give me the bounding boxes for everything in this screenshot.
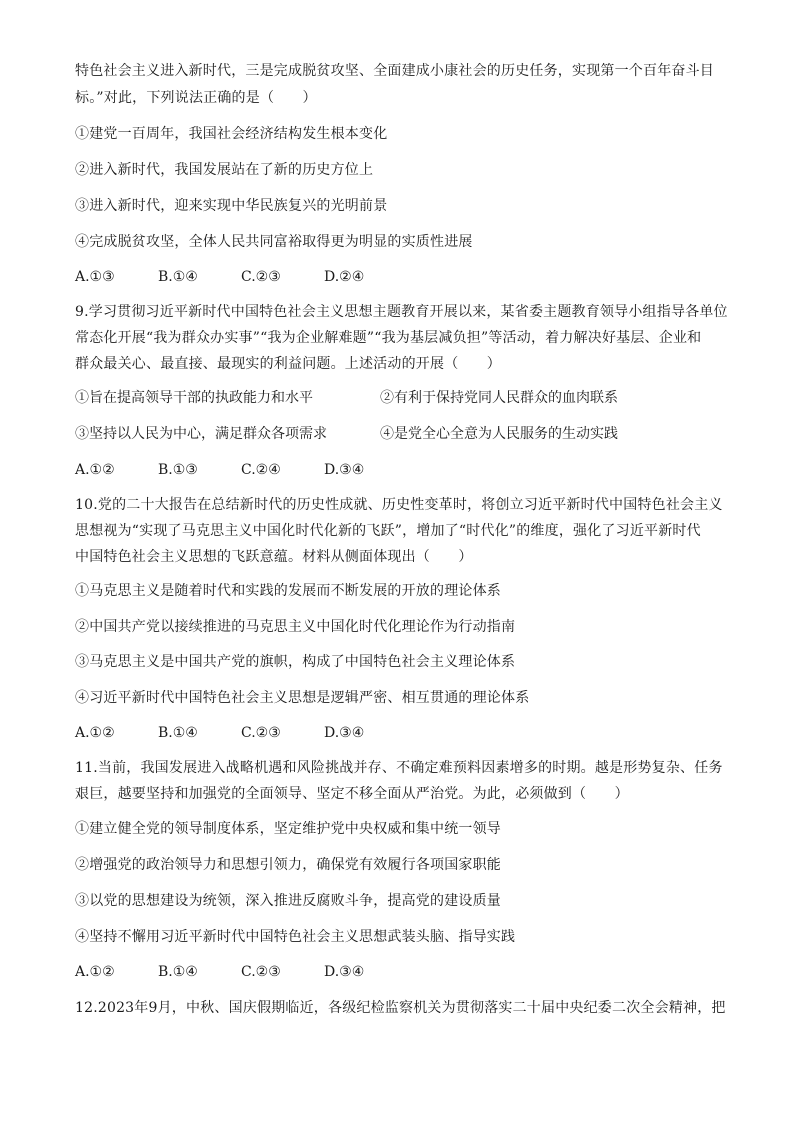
q10-choice-c: C.②③ (241, 725, 281, 741)
q8-stem-line-2: 标。”对此，下列说法正确的是（ ） (75, 90, 317, 106)
q9-choice-c: C.②④ (241, 462, 281, 478)
q11-stem-line-2: 艰巨，越要坚持和加强党的全面领导、坚定不移全面从严治党。为此，必须做到（ ） (75, 786, 629, 802)
q11-choice-b: B.①④ (158, 964, 198, 980)
q8-choice-b: B.①④ (158, 269, 198, 285)
q10-option-4: ④习近平新时代中国特色社会主义思想是逻辑严密、相互贯通的理论体系 (75, 690, 530, 706)
q8-stem-line-1: 特色社会主义进入新时代，三是完成脱贫攻坚、全面建成小康社会的历史任务，实现第一个百年奋斗目 (75, 63, 714, 79)
q10-choice-b: B.①④ (158, 725, 198, 741)
q9-choice-d: D.③④ (324, 462, 365, 478)
q10-choice-a: A.①② (75, 725, 115, 741)
q9-option-1: ①旨在提高领导干部的执政能力和水平 (75, 390, 313, 406)
q11-choice-c: C.②③ (241, 964, 281, 980)
q9-choice-a: A.①② (75, 462, 115, 478)
q10-stem-line-1: 10.党的二十大报告在总结新时代的历史性成就、历史性变革时，将创立习近平新时代中国特色社会主义 (75, 497, 723, 513)
q8-choice-a: A.①③ (75, 269, 115, 285)
q8-choice-d: D.②④ (324, 269, 365, 285)
q11-option-4: ④坚持不懈用习近平新时代中国特色社会主义思想武装头脑、指导实践 (75, 929, 516, 945)
q9-stem-line-2: 常态化开展“我为群众办实事”“我为企业解难题”“我为基层减负担”等活动，着力解决好基层、企业和 (75, 330, 702, 346)
q9-option-3: ③坚持以人民为中心，满足群众各项需求 (75, 426, 327, 442)
q11-choice-d: D.③④ (324, 964, 365, 980)
q11-option-1: ①建立健全党的领导制度体系，坚定维护党中央权威和集中统一领导 (75, 821, 501, 837)
q10-option-2: ②中国共产党以接续推进的马克思主义中国化时代化理论作为行动指南 (75, 619, 516, 635)
q10-stem-line-2: 思想视为“实现了马克思主义中国化时代化新的飞跃”，增加了“时代化”的维度，强化了习近平新时代 (75, 523, 701, 539)
q11-stem-line-1: 11.当前，我国发展进入战略机遇和风险挑战并存、不确定难预料因素增多的时期。越是形势复杂、任务 (75, 760, 723, 776)
q10-stem-line-3: 中国特色社会主义思想的飞跃意蕴。材料从侧面体现出（ ） (75, 549, 473, 565)
q9-option-2: ②有利于保持党同人民群众的血肉联系 (380, 390, 618, 406)
q11-option-2: ②增强党的政治领导力和思想引领力，确保党有效履行各项国家职能 (75, 857, 501, 873)
q8-option-1: ①建党一百周年，我国社会经济结构发生根本变化 (75, 126, 388, 142)
q9-choice-b: B.①③ (158, 462, 198, 478)
q8-choice-c: C.②③ (241, 269, 281, 285)
q10-option-3: ③马克思主义是中国共产党的旗帜，构成了中国特色社会主义理论体系 (75, 654, 516, 670)
q8-option-2: ②进入新时代，我国发展站在了新的历史方位上 (75, 162, 374, 178)
q9-stem-line-1: 9.学习贯彻习近平新时代中国特色社会主义思想主题教育开展以来，某省委主题教育领导小组指导各单位 (75, 304, 728, 320)
q9-stem-line-3: 群众最关心、最直接、最现实的利益问题。上述活动的开展（ ） (75, 356, 501, 372)
q11-choice-a: A.①② (75, 964, 115, 980)
q10-option-1: ①马克思主义是随着时代和实践的发展而不断发展的开放的理论体系 (75, 583, 501, 599)
q8-option-3: ③进入新时代，迎来实现中华民族复兴的光明前景 (75, 198, 388, 214)
q9-option-4: ④是党全心全意为人民服务的生动实践 (380, 426, 618, 442)
q11-option-3: ③以党的思想建设为统领，深入推进反腐败斗争，提高党的建设质量 (75, 893, 501, 909)
q8-option-4: ④完成脱贫攻坚，全体人民共同富裕取得更为明显的实质性进展 (75, 234, 473, 250)
q12-stem-line-1: 12.2023年9月，中秋、国庆假期临近，各级纪检监察机关为贯彻落实二十届中央纪委二次全会精神，把 (75, 1000, 726, 1016)
q10-choice-d: D.③④ (324, 725, 365, 741)
